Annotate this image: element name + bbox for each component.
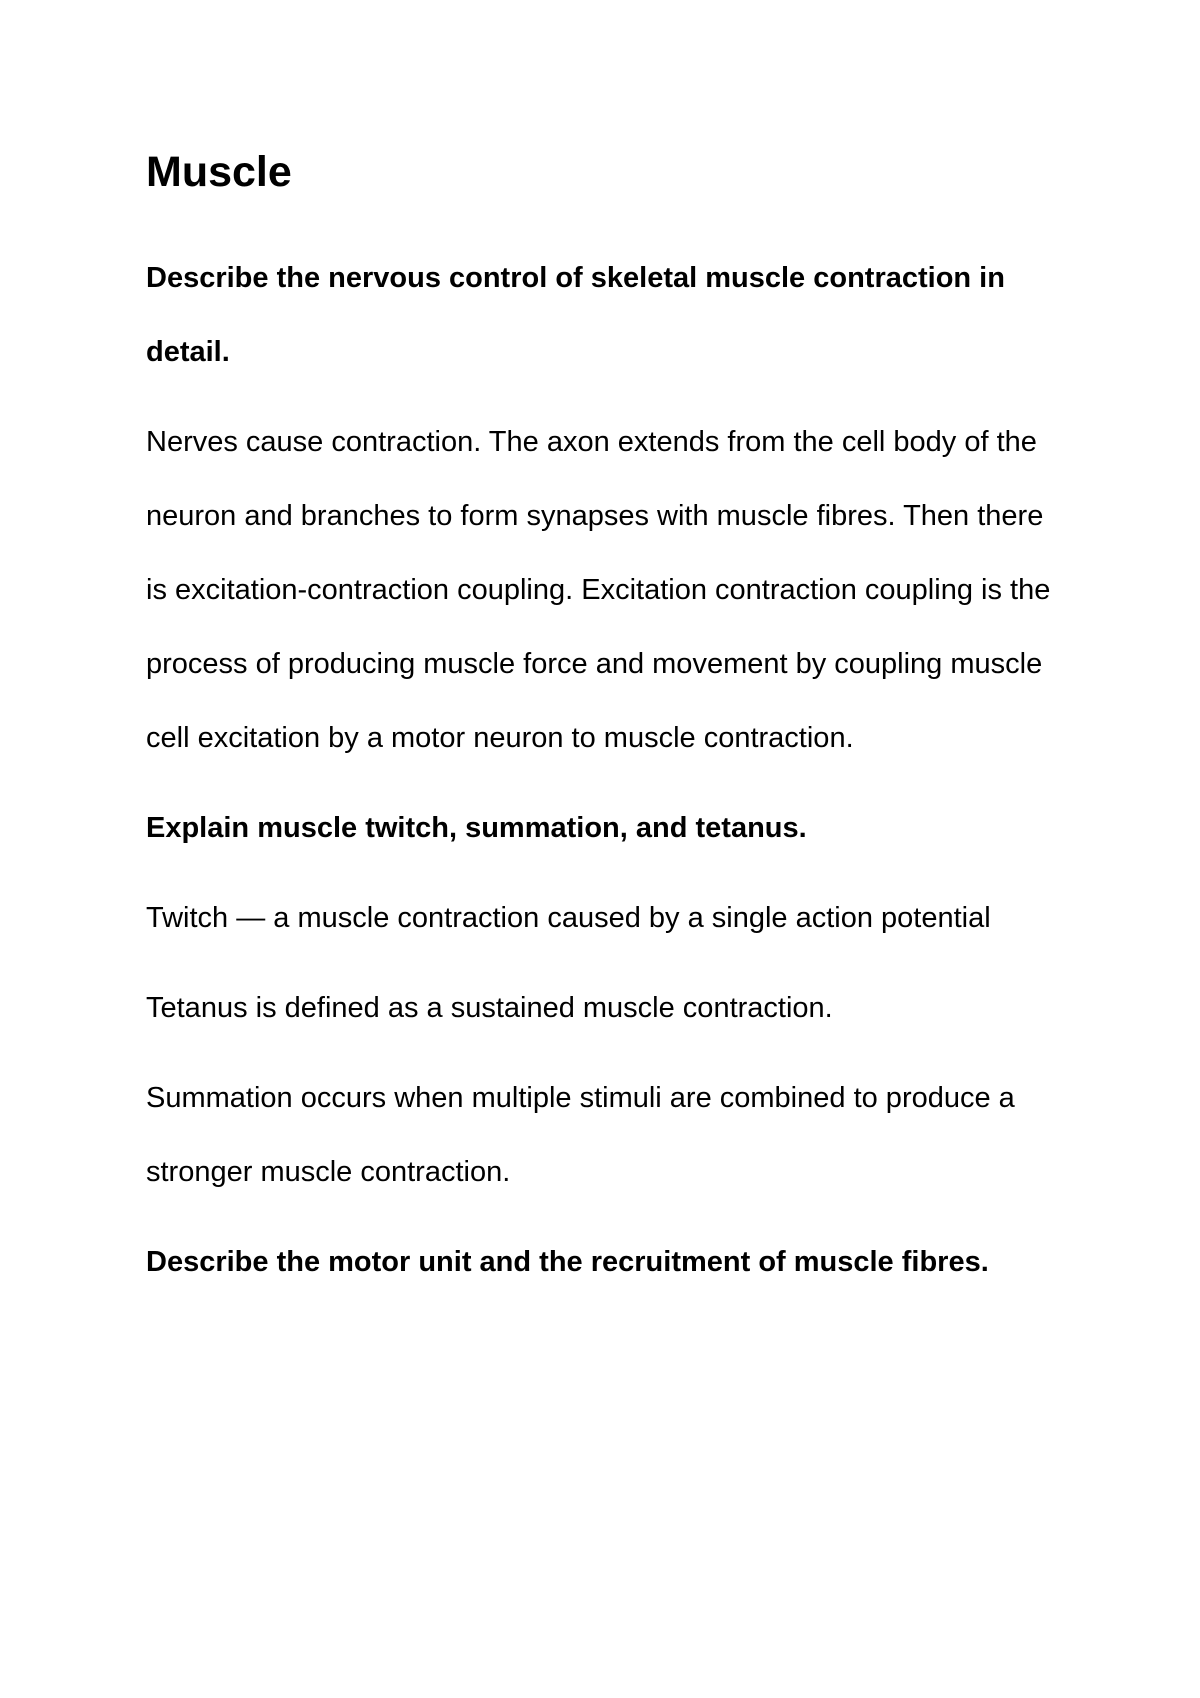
answer-nervous-control: Nerves cause contraction. The axon extends from the cell body of the neuron and branches to form synapses with muscle fibres. Then there is excitation-contraction coupling. Excitation contraction coupling is the process of producing muscle force and movement by coupling muscle cell excitation by a motor neuron to muscle contraction. (146, 426, 1051, 754)
document-body (146, 138, 1066, 1299)
twitch-definition: Twitch — a muscle contraction caused by a single action potential (146, 902, 991, 934)
page-title: Muscle (146, 148, 292, 196)
tetanus-definition: Tetanus is defined as a sustained muscle contraction. (146, 992, 833, 1024)
question-heading-twitch-summation-tetanus: Explain muscle twitch, summation, and tetanus. (146, 812, 807, 844)
question-heading-motor-unit: Describe the motor unit and the recruitment of muscle fibres. (146, 1246, 989, 1278)
summation-definition: Summation occurs when multiple stimuli are combined to produce a stronger muscle contraction. (146, 1082, 1015, 1188)
question-heading-nervous-control: Describe the nervous control of skeletal muscle contraction in detail. (146, 262, 1005, 368)
